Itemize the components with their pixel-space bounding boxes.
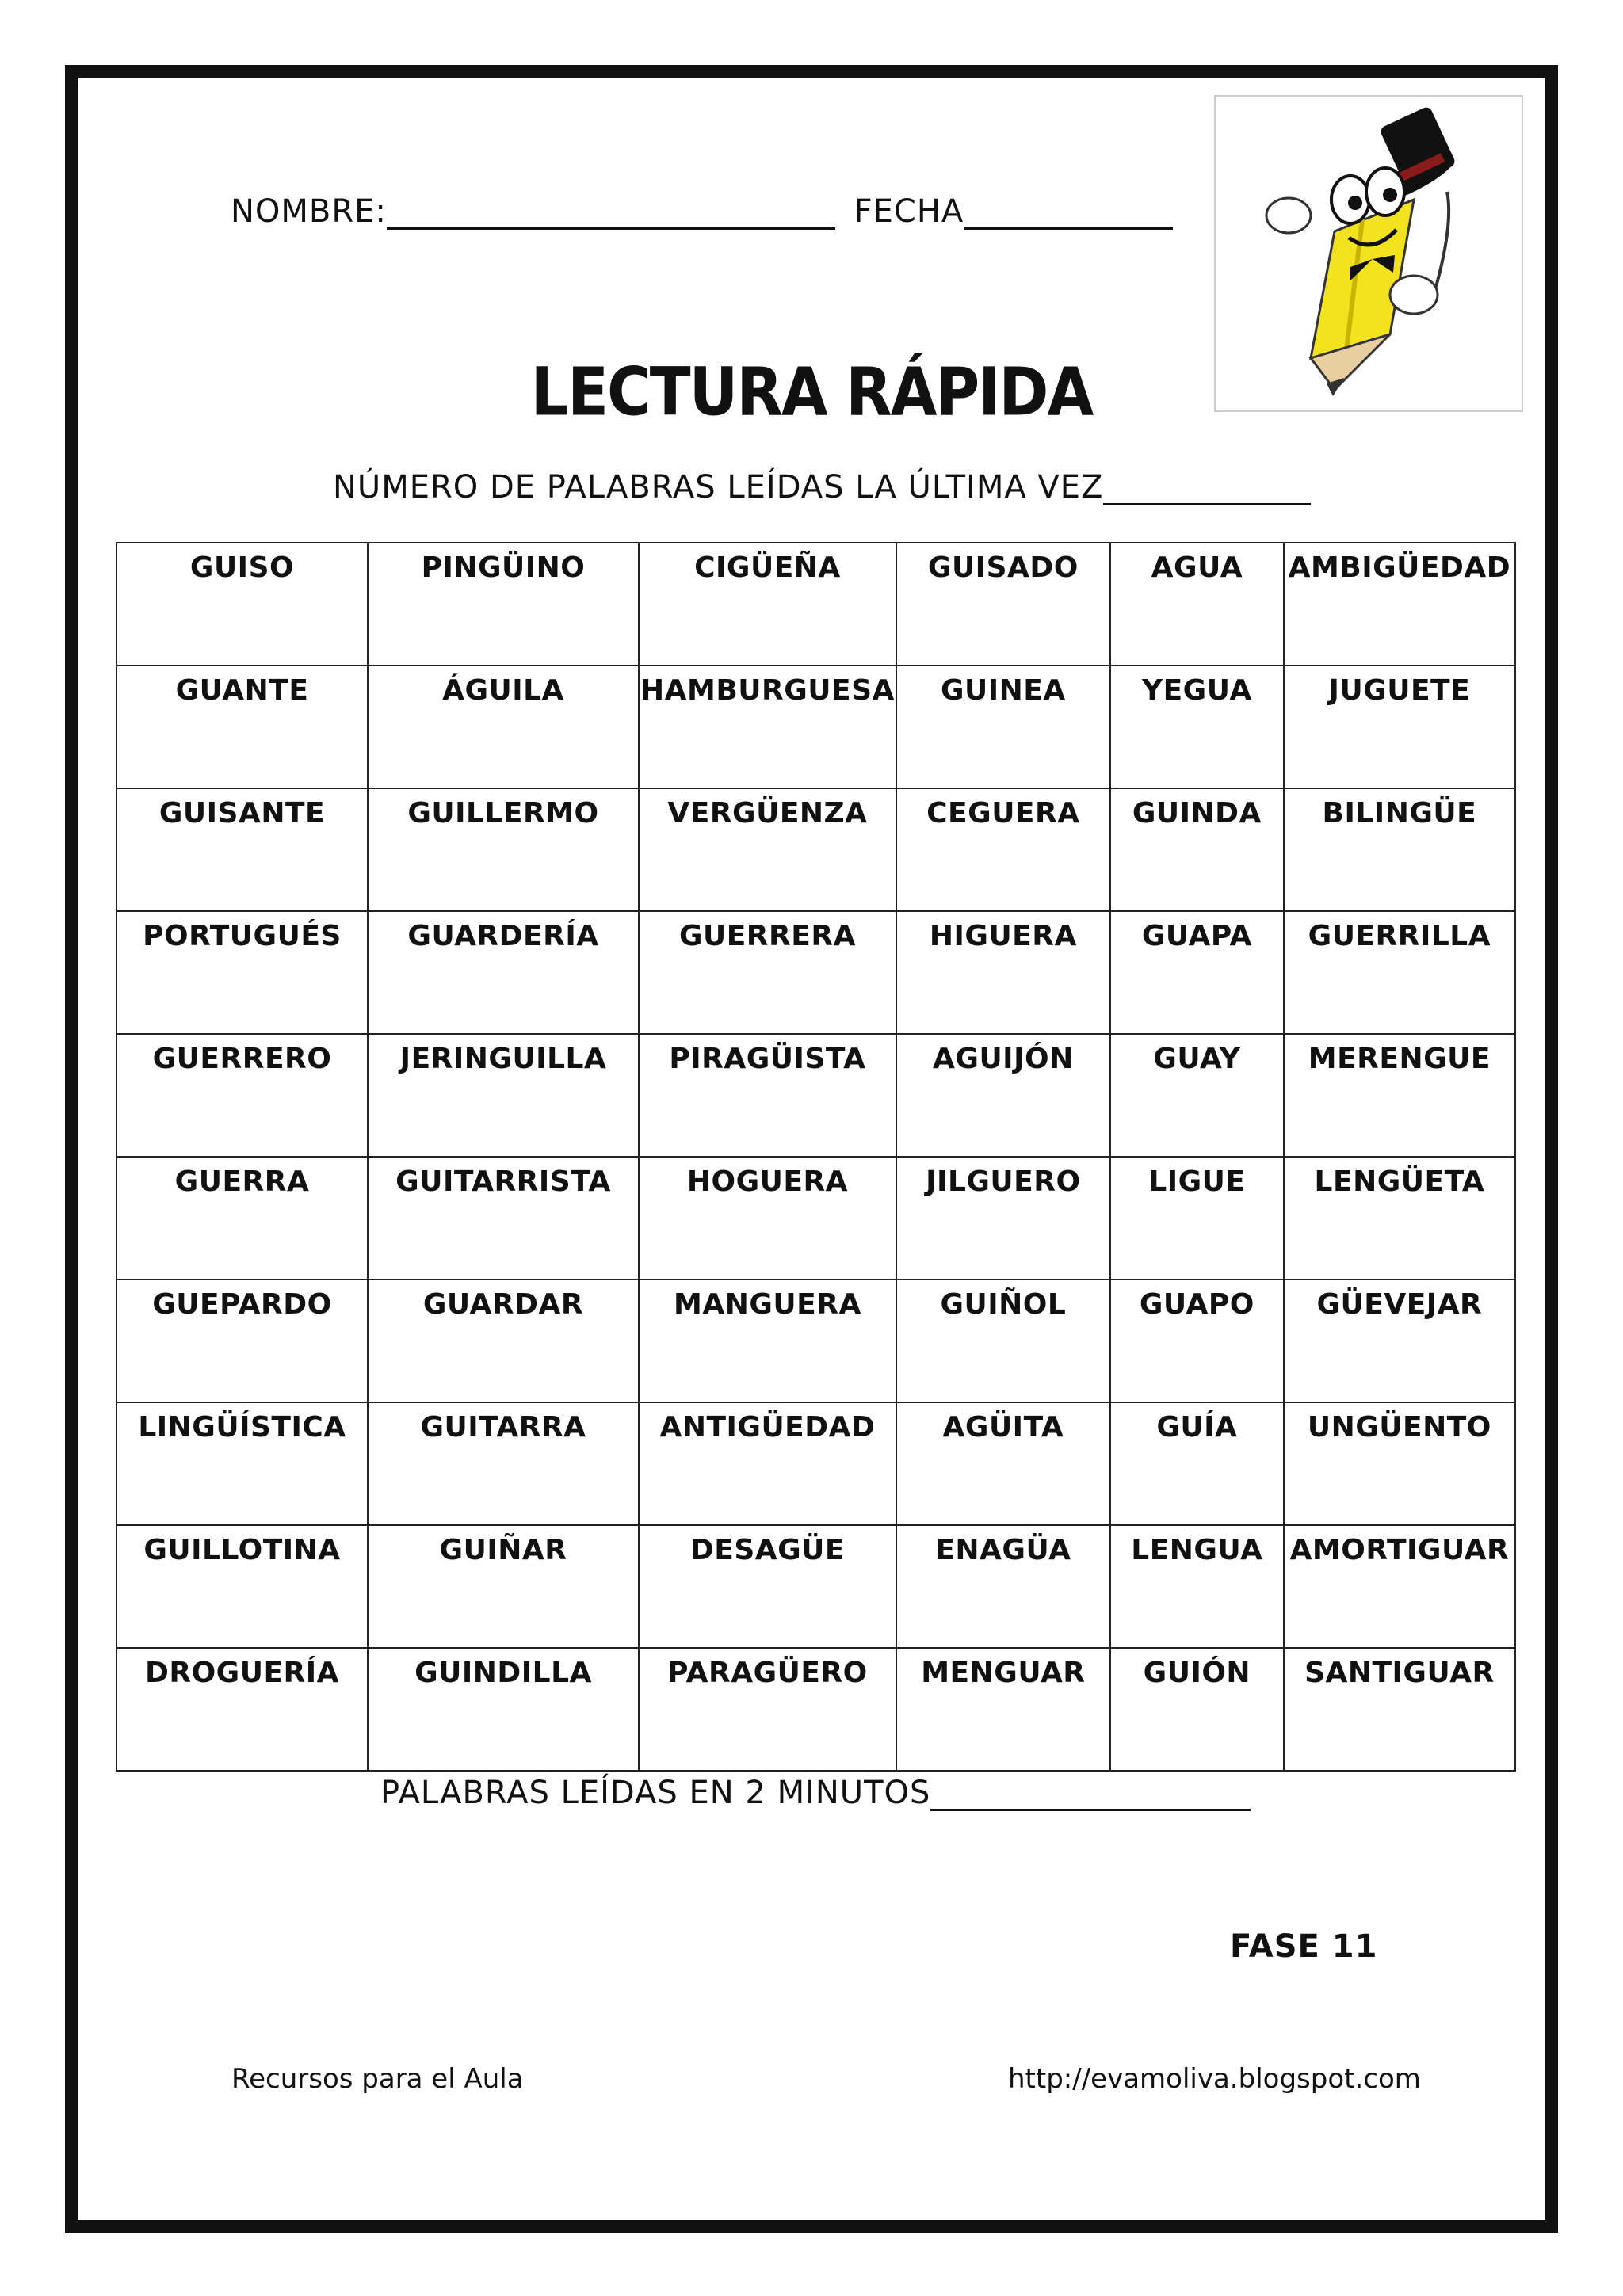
last-time-line: [333, 469, 1311, 505]
word-cell: GUITARRISTA: [368, 1157, 639, 1280]
word-cell: MERENGUE: [1284, 1034, 1515, 1157]
word-cell: GUANTE: [116, 666, 368, 788]
word-cell: LIGUE: [1110, 1157, 1284, 1280]
word-cell: JILGUERO: [896, 1157, 1110, 1280]
footer-url[interactable]: http://evamoliva.blogspot.com: [1008, 2063, 1421, 2095]
word-cell: GUERRERO: [116, 1034, 368, 1157]
word-cell: MENGUAR: [896, 1648, 1110, 1771]
phase-label: FASE 11: [1230, 1928, 1378, 1965]
word-cell: LENGUA: [1110, 1525, 1284, 1648]
word-cell: PORTUGUÉS: [116, 911, 368, 1034]
word-row: [116, 1525, 1515, 1648]
word-cell: DROGUERÍA: [116, 1648, 368, 1771]
word-row: [116, 788, 1515, 911]
word-row: [116, 666, 1515, 788]
word-cell: CEGUERA: [896, 788, 1110, 911]
word-cell: HAMBURGUESA: [639, 666, 896, 788]
nombre-blank[interactable]: [387, 199, 835, 230]
read-2min-line: [380, 1775, 1251, 1811]
name-date-line: [231, 193, 1173, 230]
word-row: [116, 1648, 1515, 1771]
word-row: [116, 543, 1515, 666]
word-cell: CIGÜEÑA: [639, 543, 896, 666]
word-cell: GUIÑOL: [896, 1280, 1110, 1402]
word-cell: HOGUERA: [639, 1157, 896, 1280]
word-cell: GUINDILLA: [368, 1648, 639, 1771]
word-cell: GUISADO: [896, 543, 1110, 666]
word-cell: AMBIGÜEDAD: [1284, 543, 1515, 666]
fecha-label: FECHA: [854, 193, 964, 230]
word-cell: PINGÜINO: [368, 543, 639, 666]
fecha-blank[interactable]: [964, 199, 1173, 230]
word-cell: ENAGÜA: [896, 1525, 1110, 1648]
word-cell: GUILLOTINA: [116, 1525, 368, 1648]
read-2min-blank[interactable]: [930, 1780, 1251, 1811]
word-cell: AMORTIGUAR: [1284, 1525, 1515, 1648]
nombre-label: NOMBRE:: [231, 193, 387, 230]
word-cell: PIRAGÜISTA: [639, 1034, 896, 1157]
word-cell: ANTIGÜEDAD: [639, 1402, 896, 1525]
word-cell: GUINDA: [1110, 788, 1284, 911]
word-cell: AGUIJÓN: [896, 1034, 1110, 1157]
word-cell: GUISO: [116, 543, 368, 666]
word-cell: GUAY: [1110, 1034, 1284, 1157]
word-cell: GUERRERA: [639, 911, 896, 1034]
word-cell: GUILLERMO: [368, 788, 639, 911]
word-row: [116, 1034, 1515, 1157]
word-row: [116, 1157, 1515, 1280]
word-cell: ÁGUILA: [368, 666, 639, 788]
word-cell: JUGUETE: [1284, 666, 1515, 788]
word-cell: MANGUERA: [639, 1280, 896, 1402]
word-cell: GUÍA: [1110, 1402, 1284, 1525]
word-cell: BILINGÜE: [1284, 788, 1515, 911]
word-cell: GUIÑAR: [368, 1525, 639, 1648]
word-cell: GUEPARDO: [116, 1280, 368, 1402]
read-2min-label: PALABRAS LEÍDAS EN 2 MINUTOS: [380, 1775, 931, 1811]
word-cell: GUARDAR: [368, 1280, 639, 1402]
word-row: [116, 911, 1515, 1034]
word-cell: LENGÜETA: [1284, 1157, 1515, 1280]
page-title: LECTURA RÁPIDA: [530, 353, 1093, 431]
word-cell: DESAGÜE: [639, 1525, 896, 1648]
word-cell: GUERRILLA: [1284, 911, 1515, 1034]
word-row: [116, 1402, 1515, 1525]
last-time-blank[interactable]: [1103, 475, 1311, 505]
footer-source: Recursos para el Aula: [231, 2063, 524, 2095]
word-cell: GUARDERÍA: [368, 911, 639, 1034]
word-cell: SANTIGUAR: [1284, 1648, 1515, 1771]
word-table: [116, 542, 1516, 1772]
word-row: [116, 1280, 1515, 1402]
word-cell: JERINGUILLA: [368, 1034, 639, 1157]
word-cell: GUAPA: [1110, 911, 1284, 1034]
word-cell: GÜEVEJAR: [1284, 1280, 1515, 1402]
word-cell: YEGUA: [1110, 666, 1284, 788]
word-cell: VERGÜENZA: [639, 788, 896, 911]
word-cell: GUERRA: [116, 1157, 368, 1280]
word-cell: GUAPO: [1110, 1280, 1284, 1402]
word-cell: GUINEA: [896, 666, 1110, 788]
last-time-label: NÚMERO DE PALABRAS LEÍDAS LA ÚLTIMA VEZ: [333, 469, 1104, 505]
word-cell: GUIÓN: [1110, 1648, 1284, 1771]
word-cell: HIGUERA: [896, 911, 1110, 1034]
word-cell: UNGÜENTO: [1284, 1402, 1515, 1525]
word-cell: AGÜITA: [896, 1402, 1110, 1525]
word-cell: GUISANTE: [116, 788, 368, 911]
word-cell: LINGÜÍSTICA: [116, 1402, 368, 1525]
word-cell: AGUA: [1110, 543, 1284, 666]
word-cell: GUITARRA: [368, 1402, 639, 1525]
word-cell: PARAGÜERO: [639, 1648, 896, 1771]
